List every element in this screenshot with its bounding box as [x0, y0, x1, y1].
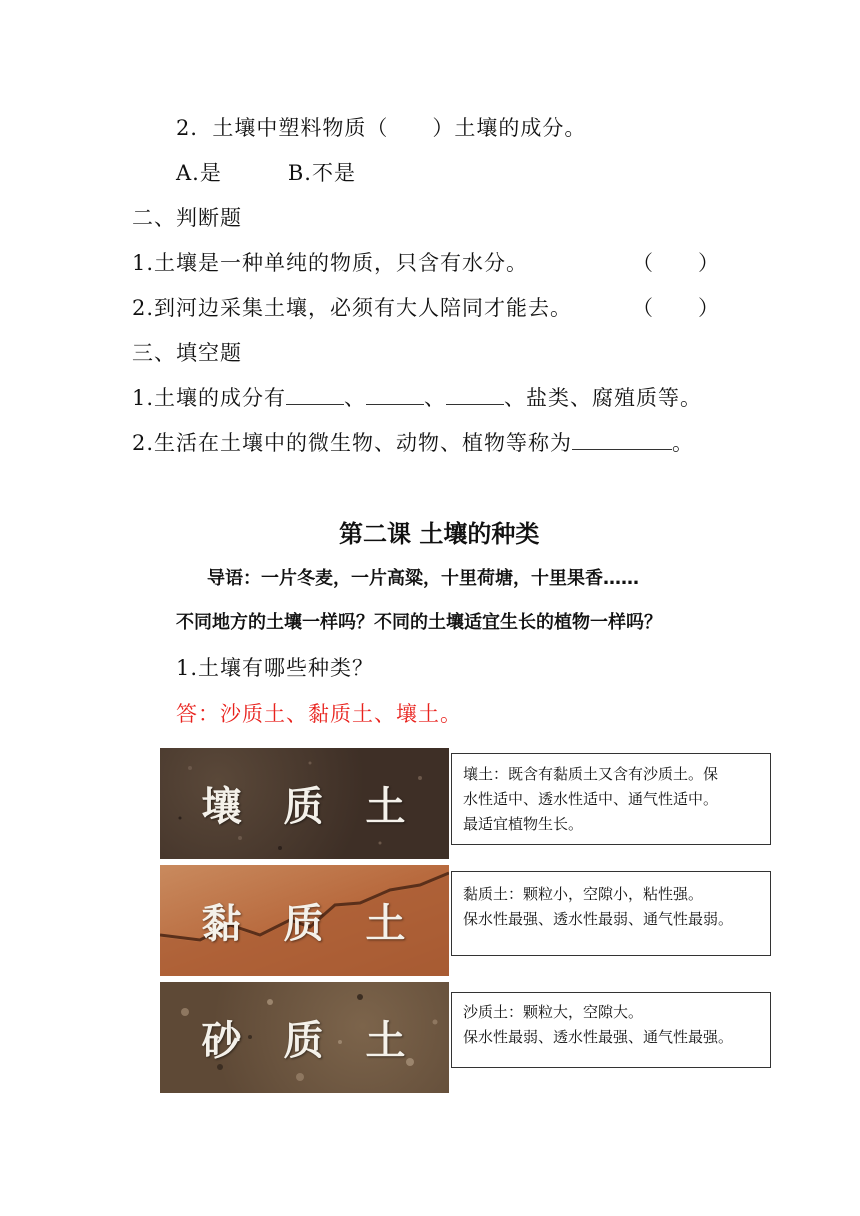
- loam-image-label: 壤质土: [201, 784, 448, 830]
- fill-item-2-prefix: 2.生活在土壤中的微生物、动物、植物等称为: [132, 431, 573, 455]
- clay-desc-line-2: 保水性最强、透水性最弱、通气性最弱。: [463, 910, 734, 928]
- fill-item-1-prefix: 1.土壤的成分有: [132, 386, 287, 410]
- judge-item-2: 2.到河边采集土壤，必须有大人陪同才能去。: [132, 296, 573, 320]
- loam-desc-line-3: 最适宜植物生长。: [463, 815, 584, 833]
- sandy-desc-line-1: 沙质土：颗粒大，空隙大。: [463, 1003, 644, 1021]
- fill-blank-3[interactable]: [446, 384, 504, 405]
- clay-soil-image: [160, 865, 449, 976]
- fill-item-1: [132, 384, 702, 412]
- clay-description-box: [451, 871, 771, 956]
- section-3-heading: 三、填空题: [132, 341, 242, 365]
- fill-item-1-suffix: 、盐类、腐殖质等。: [504, 386, 703, 410]
- sandy-desc-line-2: 保水性最弱、透水性最强、通气性最强。: [463, 1028, 734, 1046]
- sandy-description-box: [451, 992, 771, 1068]
- fill-item-1-sep1: 、: [344, 386, 367, 410]
- clay-desc-line-1: 黏质土：颗粒小，空隙小，粘性强。: [463, 885, 704, 903]
- lesson-question-bold: 不同地方的土壤一样吗？不同的土壤适宜生长的植物一样吗？: [176, 612, 662, 633]
- judge-item-1-paren: （ ）: [632, 251, 720, 275]
- loam-desc-line-1: 壤土：既含有黏质土又含有沙质土。保: [463, 765, 719, 783]
- fill-blank-1[interactable]: [286, 384, 344, 405]
- loam-description-box: [451, 753, 771, 845]
- loam-desc-line-2: 水性适中、透水性适中、通气性适中。: [463, 790, 719, 808]
- fill-item-2: [132, 429, 694, 457]
- sandy-soil-image: [160, 982, 449, 1093]
- question-2-options: A.是 B.不是: [176, 161, 356, 185]
- question-soil-types: 1.土壤有哪些种类？: [176, 656, 375, 680]
- lesson-title: 第二课 土壤的种类: [339, 520, 540, 548]
- answer-soil-types: 答：沙质土、黏质土、壤土。: [176, 702, 462, 726]
- judge-item-2-paren: （ ）: [632, 296, 720, 320]
- lesson-intro: 导语：一片冬麦，一片高粱，十里荷塘，十里果香……: [207, 568, 639, 589]
- sandy-image-label: 砂质土: [201, 1018, 448, 1064]
- fill-item-2-suffix: 。: [672, 431, 695, 455]
- fill-blank-4[interactable]: [572, 429, 672, 450]
- judge-item-1: 1.土壤是一种单纯的物质，只含有水分。: [132, 251, 529, 275]
- fill-item-1-sep2: 、: [424, 386, 447, 410]
- fill-blank-2[interactable]: [366, 384, 424, 405]
- clay-image-label: 黏质土: [201, 901, 448, 947]
- section-2-heading: 二、判断题: [132, 206, 242, 230]
- question-2: 2．土壤中塑料物质（ ）土壤的成分。: [176, 116, 587, 140]
- loam-soil-image: [160, 748, 449, 859]
